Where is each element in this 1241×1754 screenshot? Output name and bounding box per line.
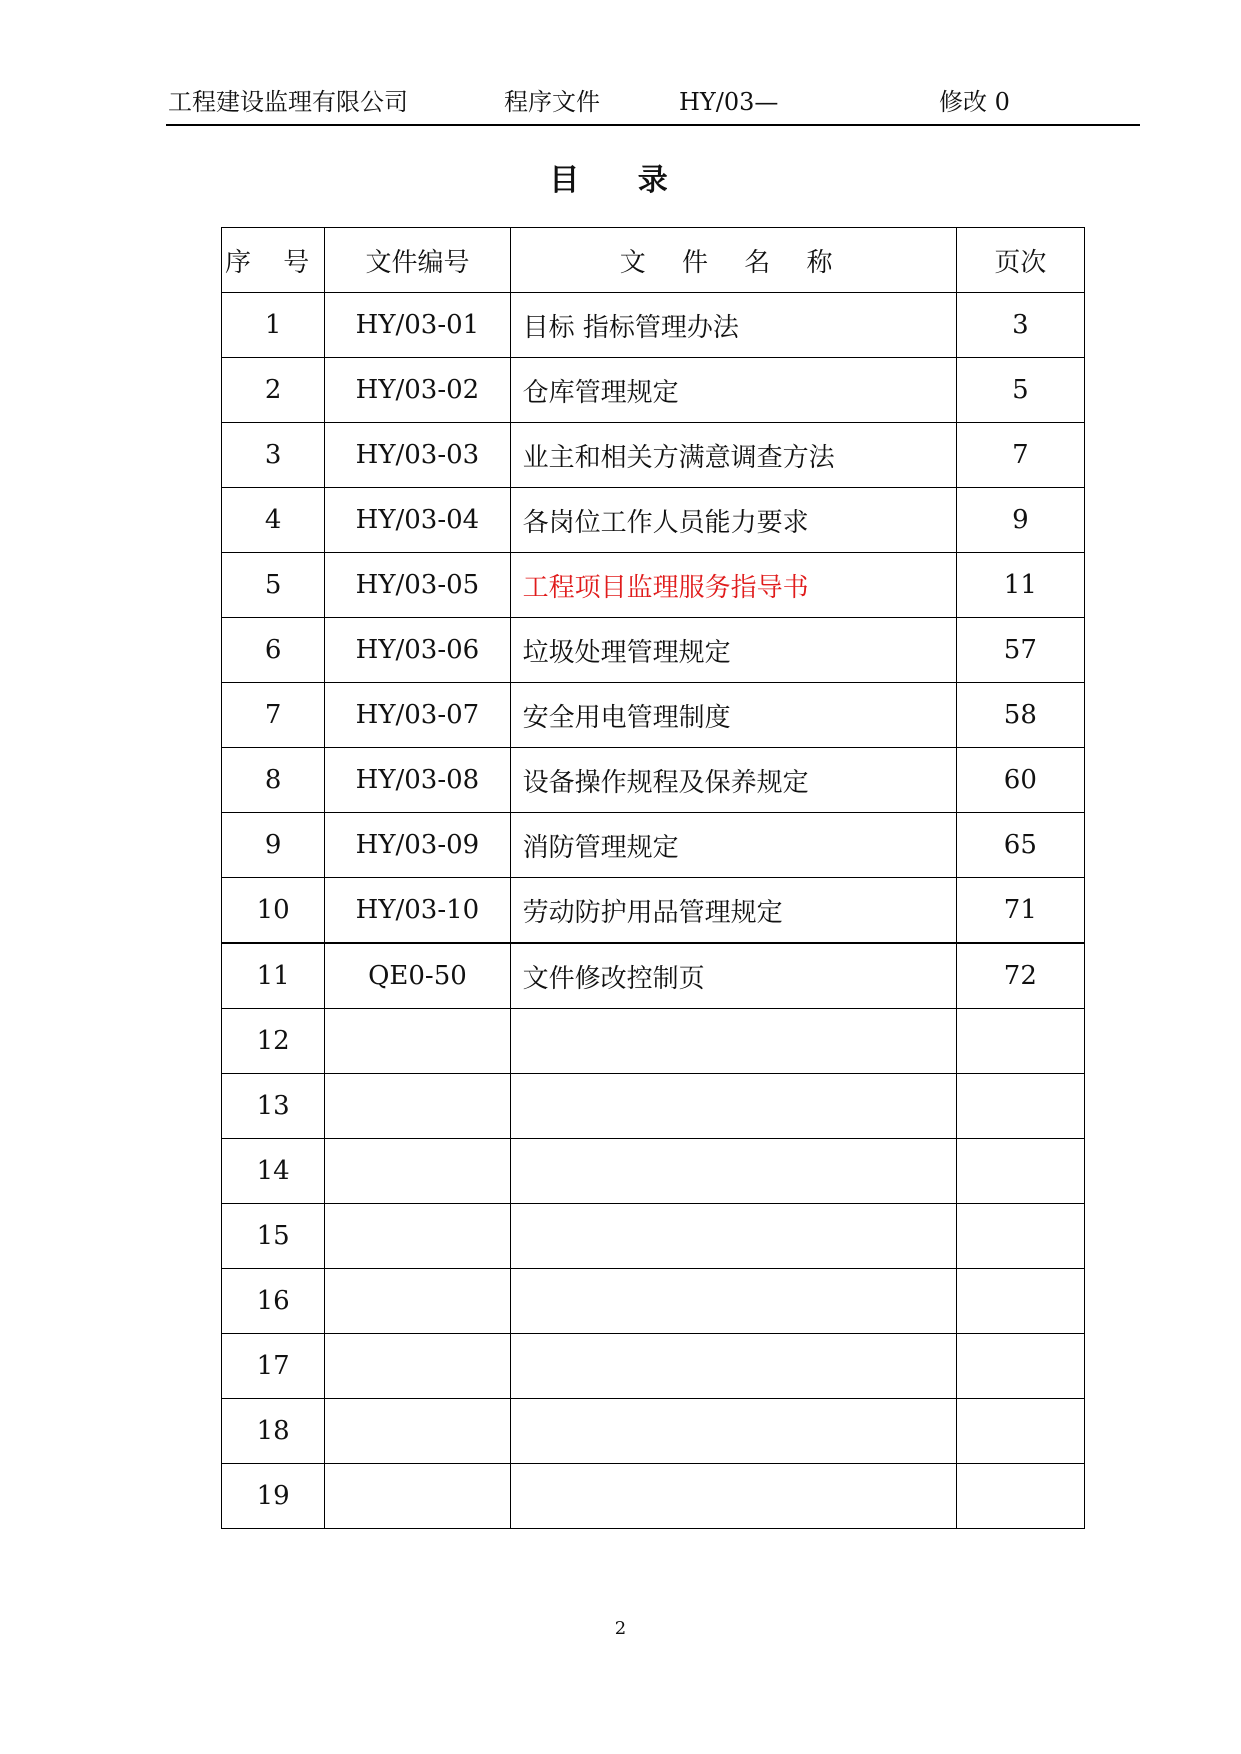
row-code-cell xyxy=(325,1399,510,1464)
table-row xyxy=(222,1269,1085,1334)
row-page-cell xyxy=(956,1074,1084,1139)
row-name-cell xyxy=(510,1009,956,1074)
toc-body xyxy=(222,293,1085,1529)
row-page-cell: 57 xyxy=(956,618,1084,683)
row-code-cell xyxy=(325,1009,510,1074)
table-row xyxy=(222,1009,1085,1074)
toc-table xyxy=(221,227,1085,1529)
row-name-cell xyxy=(510,1464,956,1529)
row-no-cell: 10 xyxy=(222,878,325,944)
row-name-cell: 仓库管理规定 xyxy=(510,358,956,423)
table-row xyxy=(222,553,1085,618)
row-code-cell: HY/03-09 xyxy=(325,813,510,878)
row-name-cell: 劳动防护用品管理规定 xyxy=(510,878,956,944)
row-no-cell: 16 xyxy=(222,1269,325,1334)
table-row xyxy=(222,423,1085,488)
row-name-cell: 设备操作规程及保养规定 xyxy=(510,748,956,813)
row-name-cell: 各岗位工作人员能力要求 xyxy=(510,488,956,553)
table-row xyxy=(222,293,1085,358)
row-code-cell: QE0-50 xyxy=(325,943,510,1009)
row-no-cell: 12 xyxy=(222,1009,325,1074)
table-row xyxy=(222,358,1085,423)
table-row xyxy=(222,1074,1085,1139)
row-code-cell xyxy=(325,1139,510,1204)
row-page-cell: 3 xyxy=(956,293,1084,358)
row-name-cell: 安全用电管理制度 xyxy=(510,683,956,748)
row-page-cell: 71 xyxy=(956,878,1084,944)
row-page-cell: 60 xyxy=(956,748,1084,813)
row-code-cell: HY/03-06 xyxy=(325,618,510,683)
table-row xyxy=(222,813,1085,878)
row-name-cell: 文件修改控制页 xyxy=(510,943,956,1009)
row-no-cell: 14 xyxy=(222,1139,325,1204)
page-header xyxy=(166,88,1140,126)
table-row xyxy=(222,1334,1085,1399)
table-row xyxy=(222,943,1085,1009)
page-title: 目 录 xyxy=(549,163,692,198)
row-page-cell xyxy=(956,1139,1084,1204)
col-header-code: 文件编号 xyxy=(325,228,510,293)
row-code-cell: HY/03-03 xyxy=(325,423,510,488)
row-no-cell: 7 xyxy=(222,683,325,748)
row-code-cell xyxy=(325,1269,510,1334)
row-code-cell: HY/03-07 xyxy=(325,683,510,748)
row-page-cell xyxy=(956,1204,1084,1269)
row-code-cell: HY/03-02 xyxy=(325,358,510,423)
col-header-page: 页次 xyxy=(956,228,1084,293)
row-no-cell: 8 xyxy=(222,748,325,813)
row-code-cell: HY/03-10 xyxy=(325,878,510,944)
row-name-cell: 工程项目监理服务指导书 xyxy=(510,553,956,618)
row-page-cell: 9 xyxy=(956,488,1084,553)
row-page-cell: 7 xyxy=(956,423,1084,488)
table-row xyxy=(222,618,1085,683)
row-page-cell: 58 xyxy=(956,683,1084,748)
row-no-cell: 2 xyxy=(222,358,325,423)
row-name-cell xyxy=(510,1204,956,1269)
header-doc-code: HY/03— xyxy=(679,88,779,116)
row-name-cell: 业主和相关方满意调查方法 xyxy=(510,423,956,488)
row-page-cell xyxy=(956,1009,1084,1074)
row-page-cell xyxy=(956,1399,1084,1464)
row-page-cell: 65 xyxy=(956,813,1084,878)
row-no-cell: 18 xyxy=(222,1399,325,1464)
row-no-cell: 19 xyxy=(222,1464,325,1529)
row-no-cell: 11 xyxy=(222,943,325,1009)
row-no-cell: 13 xyxy=(222,1074,325,1139)
table-row xyxy=(222,878,1085,944)
row-no-cell: 4 xyxy=(222,488,325,553)
row-no-cell: 3 xyxy=(222,423,325,488)
header-revision: 修改 0 xyxy=(939,88,1010,116)
row-no-cell: 9 xyxy=(222,813,325,878)
row-page-cell: 5 xyxy=(956,358,1084,423)
row-page-cell: 72 xyxy=(956,943,1084,1009)
row-no-cell: 6 xyxy=(222,618,325,683)
table-row xyxy=(222,683,1085,748)
row-code-cell xyxy=(325,1464,510,1529)
row-code-cell xyxy=(325,1204,510,1269)
row-code-cell: HY/03-08 xyxy=(325,748,510,813)
row-page-cell xyxy=(956,1334,1084,1399)
row-code-cell xyxy=(325,1074,510,1139)
row-name-cell: 目标 指标管理办法 xyxy=(510,293,956,358)
page-number: 2 xyxy=(614,1618,627,1639)
table-row xyxy=(222,1139,1085,1204)
row-page-cell: 11 xyxy=(956,553,1084,618)
row-name-cell xyxy=(510,1399,956,1464)
table-row xyxy=(222,748,1085,813)
row-code-cell xyxy=(325,1334,510,1399)
header-doc-type: 程序文件 xyxy=(504,88,600,116)
row-no-cell: 1 xyxy=(222,293,325,358)
row-page-cell xyxy=(956,1269,1084,1334)
table-row xyxy=(222,1204,1085,1269)
row-code-cell: HY/03-04 xyxy=(325,488,510,553)
row-code-cell: HY/03-05 xyxy=(325,553,510,618)
row-name-cell: 垃圾处理管理规定 xyxy=(510,618,956,683)
table-header-row xyxy=(222,228,1085,293)
row-no-cell: 15 xyxy=(222,1204,325,1269)
table-row xyxy=(222,1399,1085,1464)
row-name-cell xyxy=(510,1074,956,1139)
row-no-cell: 5 xyxy=(222,553,325,618)
row-page-cell xyxy=(956,1464,1084,1529)
row-name-cell xyxy=(510,1269,956,1334)
col-header-no: 序 号 xyxy=(222,228,325,293)
table-row xyxy=(222,1464,1085,1529)
row-no-cell: 17 xyxy=(222,1334,325,1399)
header-company: 工程建设监理有限公司 xyxy=(168,88,408,116)
table-row xyxy=(222,488,1085,553)
row-code-cell: HY/03-01 xyxy=(325,293,510,358)
row-name-cell: 消防管理规定 xyxy=(510,813,956,878)
row-name-cell xyxy=(510,1139,956,1204)
row-name-cell xyxy=(510,1334,956,1399)
col-header-name: 文 件 名 称 xyxy=(510,228,956,293)
